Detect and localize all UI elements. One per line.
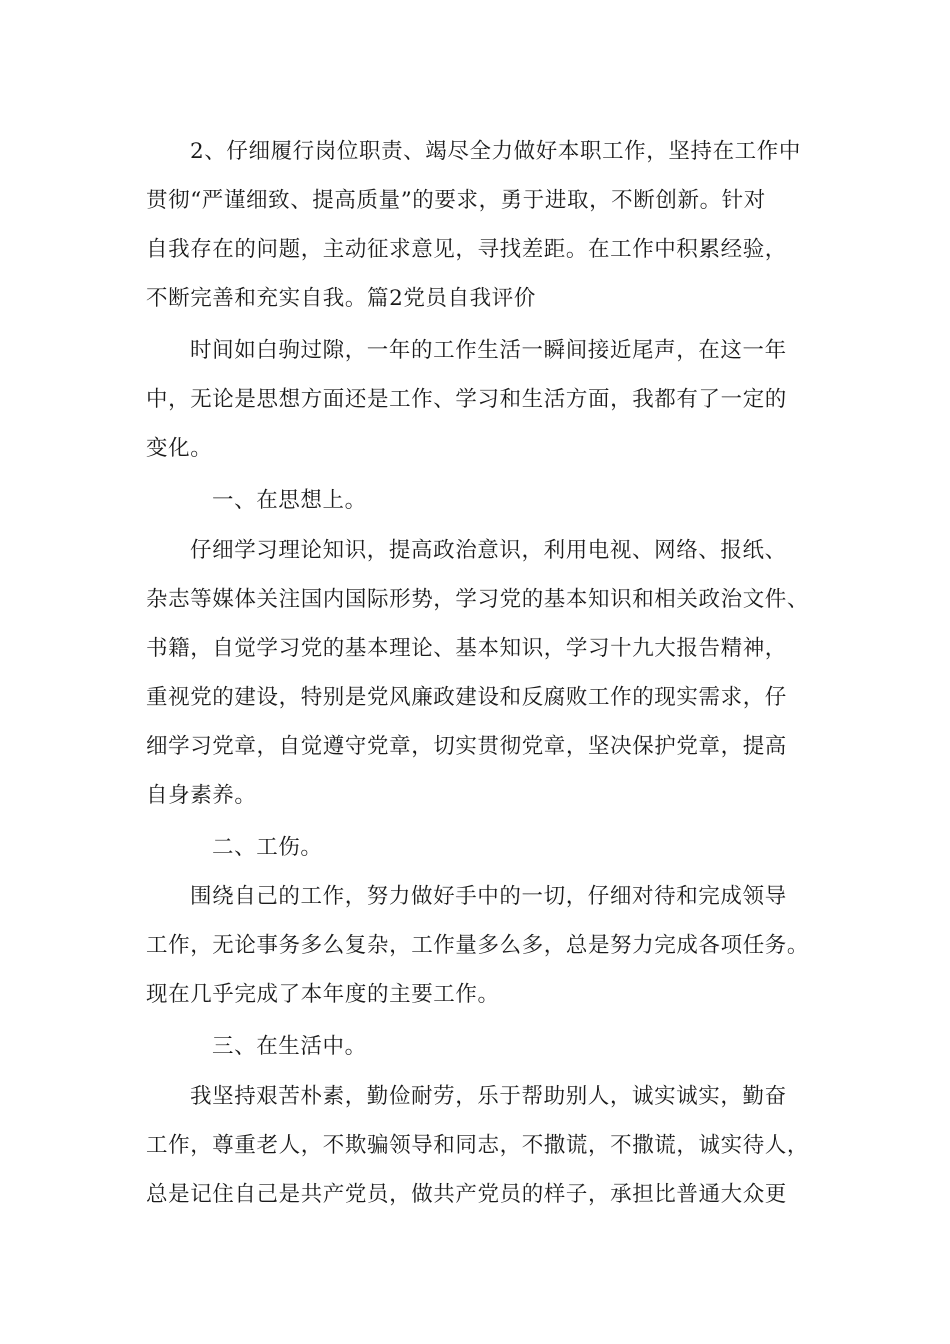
paragraph-line: 贯彻“严谨细致、提高质量”的要求，勇于进取，不断创新。针对 — [146, 188, 766, 213]
paragraph-line: 不断完善和充实自我。篇2党员自我评价 — [146, 286, 536, 311]
paragraph-line: 现在几乎完成了本年度的主要工作。 — [146, 982, 500, 1007]
paragraph-line: 书籍，自觉学习党的基本理论、基本知识，学习十九大报告精神， — [146, 636, 787, 661]
paragraph-line: 时间如白驹过隙，一年的工作生活一瞬间接近尾声，在这一年 — [190, 338, 787, 363]
paragraph-line: 重视党的建设，特别是党风廉政建设和反腐败工作的现实需求，仔 — [146, 685, 787, 710]
paragraph-line: 杂志等媒体关注国内国际形势，学习党的基本知识和相关政治文件、 — [146, 587, 810, 612]
paragraph-line: 我坚持艰苦朴素，勤俭耐劳，乐于帮助别人，诚实诚实，勤奋 — [190, 1084, 787, 1109]
section-heading: 二、工伤。 — [212, 835, 323, 860]
paragraph-line: 2、仔细履行岗位职责、竭尽全力做好本职工作，坚持在工作中 — [190, 139, 801, 164]
paragraph-line: 围绕自己的工作，努力做好手中的一切，仔细对待和完成领导 — [190, 884, 787, 909]
paragraph-line: 自我存在的问题，主动征求意见，寻找差距。在工作中积累经验， — [146, 237, 787, 262]
paragraph-line: 工作，无论事务多么复杂，工作量多么多，总是努力完成各项任务。 — [146, 933, 810, 958]
paragraph-line: 细学习党章，自觉遵守党章，切实贯彻党章，坚决保护党章，提高 — [146, 734, 787, 759]
section-heading: 三、在生活中。 — [212, 1034, 367, 1059]
paragraph-line: 自身素养。 — [146, 783, 257, 808]
paragraph-line: 工作，尊重老人，不欺骗领导和同志，不撒谎，不撒谎，诚实待人， — [146, 1133, 810, 1158]
paragraph-line: 总是记住自己是共产党员，做共产党员的样子，承担比普通大众更 — [146, 1182, 787, 1207]
paragraph-line: 仔细学习理论知识，提高政治意识，利用电视、网络、报纸、 — [190, 538, 787, 563]
paragraph-line: 变化。 — [146, 436, 213, 461]
paragraph-line: 中，无论是思想方面还是工作、学习和生活方面，我都有了一定的 — [146, 387, 787, 412]
section-heading: 一、在思想上。 — [212, 488, 367, 513]
